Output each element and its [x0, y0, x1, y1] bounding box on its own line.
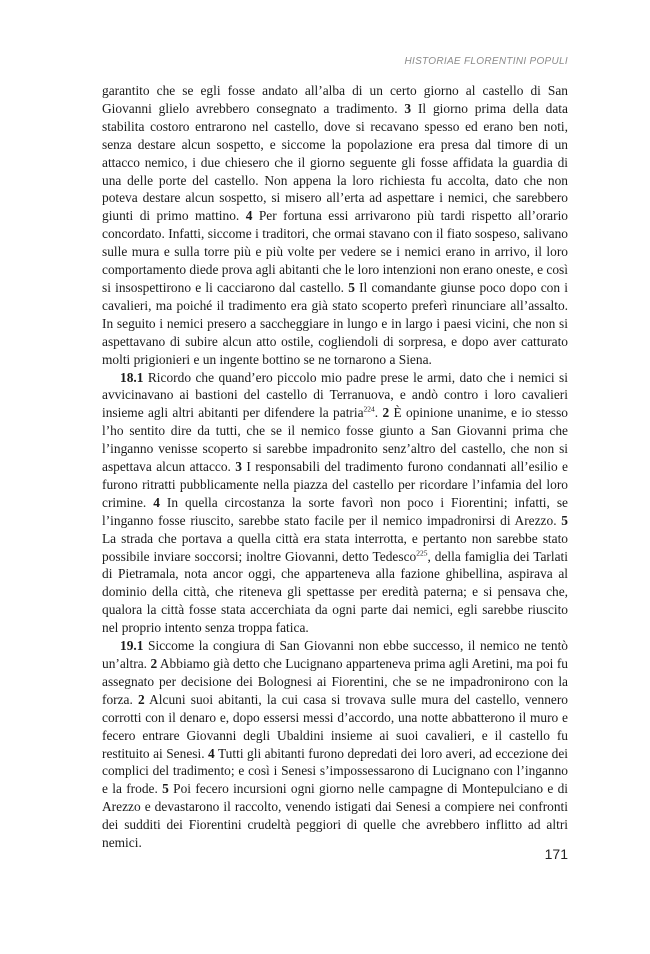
- section-number: 18.1: [120, 369, 144, 385]
- section-number: 2: [382, 405, 390, 421]
- footnote-reference: 224: [363, 404, 375, 414]
- text-run: , della famiglia dei Tarlati di Pietramala, nota ancor oggi, che apparteneva alla fazione ghibellina, aspirava al dominio della città, che riteneva gli spettasse per eredità paterna; e si pensava che, qualora la città fosse stata accerchiata da ogni parte dai nemici, egli sarebbe riuscito nel proprio intento senza troppa fatica.: [102, 548, 569, 636]
- running-header: HISTORIAE FLORENTINI POPULI: [404, 56, 568, 67]
- section-number: 4: [153, 494, 160, 510]
- text-run: I responsabili del tradimento furono condannati all’esilio e furono ritratti pubblicamente nella piazza del castello per ricordare l’infamia del loro crimine.: [102, 459, 568, 510]
- text-run: garantito che se egli fosse andato all’alba di un certo giorno al castello di San Giovanni glielo avrebbero consegnato a tradimento.: [102, 83, 568, 116]
- section-number: 5: [348, 279, 355, 295]
- body-text: [102, 82, 568, 852]
- section-number: 3: [404, 100, 412, 116]
- paragraph-section-19: [102, 637, 568, 852]
- text-run: Il giorno prima della data stabilita costoro entrarono nel castello, dove si recavano spesso ed erano ben noti, senza destare alcun sospetto, e siccome la popolazione era presa dal timore di un attacco nemico, i due chiesero che il giorno seguente gli fosse affidata la guardia di una delle porte del castello. Non appena la loro richiesta fu accolta, dato che non poteva destare alcun sospetto, si misero all’erta ad aspettare i nemici, che sarebbero giunti di primo mattino.: [102, 100, 568, 224]
- page-number: 171: [544, 846, 568, 862]
- text-run: Per fortuna essi arrivarono più tardi rispetto all’orario concordato. Infatti, siccome i traditori, che ormai stavano con il fiato sospeso, salivano sulle mura e sulla torre più e più volte per vedere se i nemici erano in arrivo, il loro comportamento diede prova agli abitanti che le loro intenzioni non erano oneste, e così si insospettirono e li cacciarono dal castello.: [102, 208, 568, 295]
- section-number: 5: [561, 512, 568, 528]
- footnote-reference: 225: [416, 548, 428, 558]
- text-run: Ricordo che quand’ero piccolo mio padre prese le armi, dato che i nemici si avvicinavano ai bastioni del castello di Terranuova, e andò contro i loro cavalieri insieme agli altri abitanti per difendere la patria: [102, 369, 568, 421]
- section-number: 3: [235, 459, 242, 475]
- paragraph-continuation: [102, 82, 568, 369]
- section-number: 4: [245, 208, 253, 224]
- section-number: 4: [208, 745, 215, 761]
- section-number: 19.1: [120, 638, 144, 654]
- text-run: Tutti gli abitanti furono depredati dei loro averi, ad eccezione dei complici del tradimento; e così i Senesi s’impossessarono di Lucignano con l’inganno e la frode.: [102, 745, 568, 797]
- text-run: Il comandante giunse poco dopo con i cavalieri, ma poiché il tradimento era già stato scoperto preferì rinunciare all’assalto. In seguito i nemici presero a saccheggiare in lungo e in largo i paesi vicini, che non si aspettavano di subire alcun atto ostile, cogliendoli di sorpresa, e dopo aver catturato molti prigionieri e un ingente bottino se ne tornarono a Siena.: [102, 279, 568, 367]
- text-run: La strada che portava a quella città era stata interrotta, e pertanto non sarebbe stato possibile inviare soccorsi; inoltre Giovanni, detto Tedesco: [102, 530, 568, 564]
- text-run: Siccome la congiura di San Giovanni non ebbe successo, il nemico ne tentò un’altra.: [102, 638, 568, 671]
- text-run: Alcuni suoi abitanti, la cui casa si trovava sulle mura del castello, vennero corrotti con il denaro e, dopo essersi messi d’accordo, una notte abbatterono il muro e fecero entrare Giovanni degli Ubaldini insieme ai suoi cavalieri, e il castello fu restituito ai Senesi.: [102, 691, 568, 761]
- text-run: In quella circostanza la sorte favorì non poco i Fiorentini; infatti, se l’inganno fosse riuscito, sarebbe stato facile per il nemico impadronirsi di Arezzo.: [102, 494, 568, 528]
- section-number: 5: [162, 781, 169, 797]
- text-run: Poi fecero incursioni ogni giorno nelle campagne di Montepulciano e di Arezzo e devastarono il raccolto, venendo istigati dai Senesi a compiere nei confronti dei sudditi dei Fiorentini crudeltà peggiori di quelle che avrebbero inflitto ad altri nemici.: [102, 781, 568, 851]
- section-number: 2: [138, 691, 145, 707]
- text-run: È opinione unanime, e io stesso l’ho sentito dire da tutti, che se il nemico fosse giunto a San Giovanni prima che l’inganno venisse scoperto si sarebbe impadronito senz’altro del castello, che non si aspettava alcun attacco.: [102, 405, 569, 475]
- text-run: Abbiamo già detto che Lucignano apparteneva prima agli Aretini, ma poi fu assegnato per decisione dei Bolognesi ai Fiorentini, che se ne impadronirono con la forza.: [102, 656, 568, 707]
- section-number: 2: [150, 656, 158, 671]
- text-run: .: [374, 405, 383, 421]
- paragraph-section-18: [102, 369, 568, 638]
